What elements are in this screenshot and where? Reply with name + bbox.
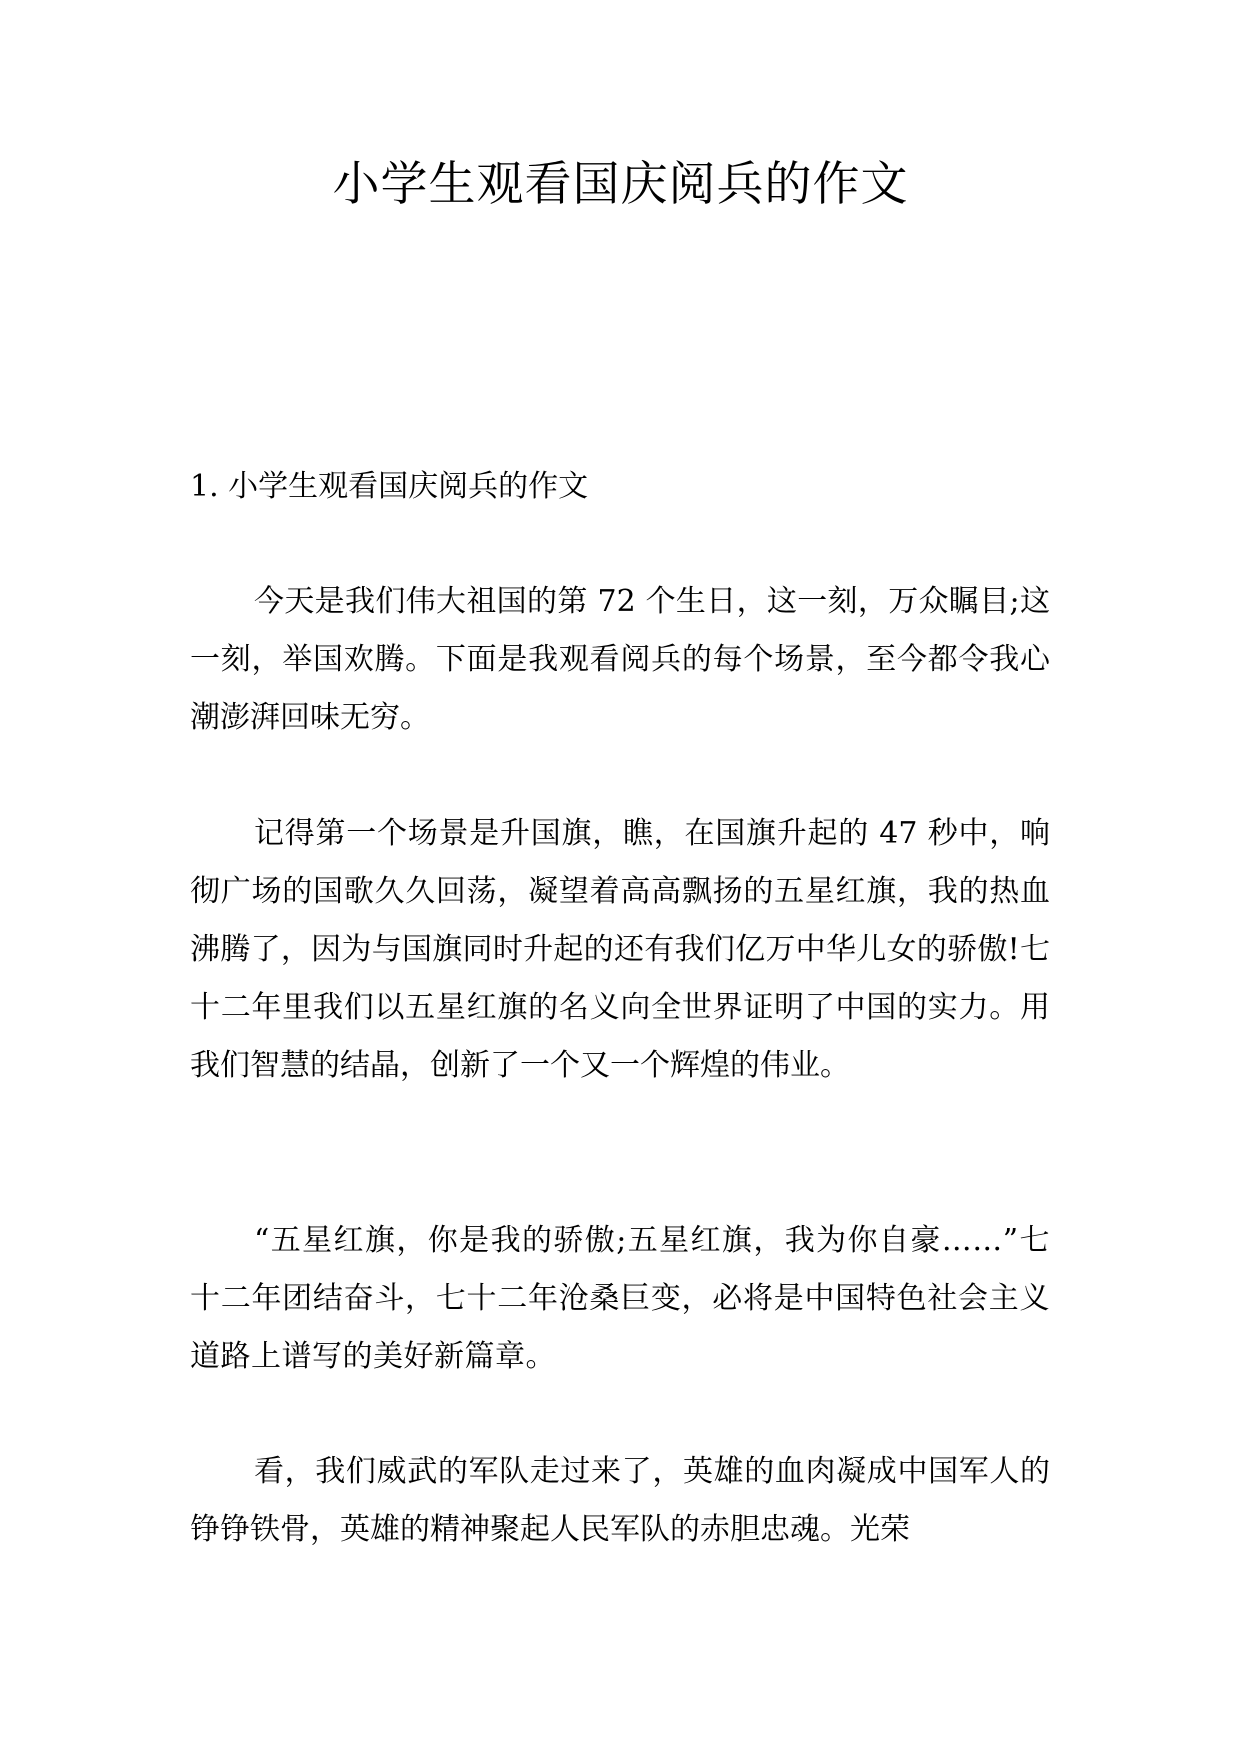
paragraph-3: “五星红旗，你是我的骄傲;五星红旗，我为你自豪……”七十二年团结奋斗，七十二年沧桑巨变，必将是中国特色社会主义道路上谱写的美好新篇章。 [190,1223,1050,1374]
paragraph-1: 今天是我们伟大祖国的第 72 个生日，这一刻，万众瞩目;这一刻，举国欢腾。下面是我观看阅兵的每个场景，至今都令我心潮澎湃回味无穷。 [190,584,1050,735]
paragraph-2: 记得第一个场景是升国旗，瞧，在国旗升起的 47 秒中，响彻广场的国歌久久回荡，凝望着高高飘扬的五星红旗，我的热血沸腾了，因为与国旗同时升起的还有我们亿万中华儿女的骄傲!七十二年里我们以五星红旗的名义向全世界证明了中国的实力。用我们智慧的结晶，创新了一个又一个辉煌的伟业。 [190,816,1050,1083]
document-title: 小学生观看国庆阅兵的作文 [332,157,909,212]
paragraph-4: 看，我们威武的军队走过来了，英雄的血肉凝成中国军人的铮铮铁骨，英雄的精神聚起人民军队的赤胆忠魂。光荣 [190,1454,1050,1547]
section-heading: 1. 小学生观看国庆阅兵的作文 [190,469,589,504]
